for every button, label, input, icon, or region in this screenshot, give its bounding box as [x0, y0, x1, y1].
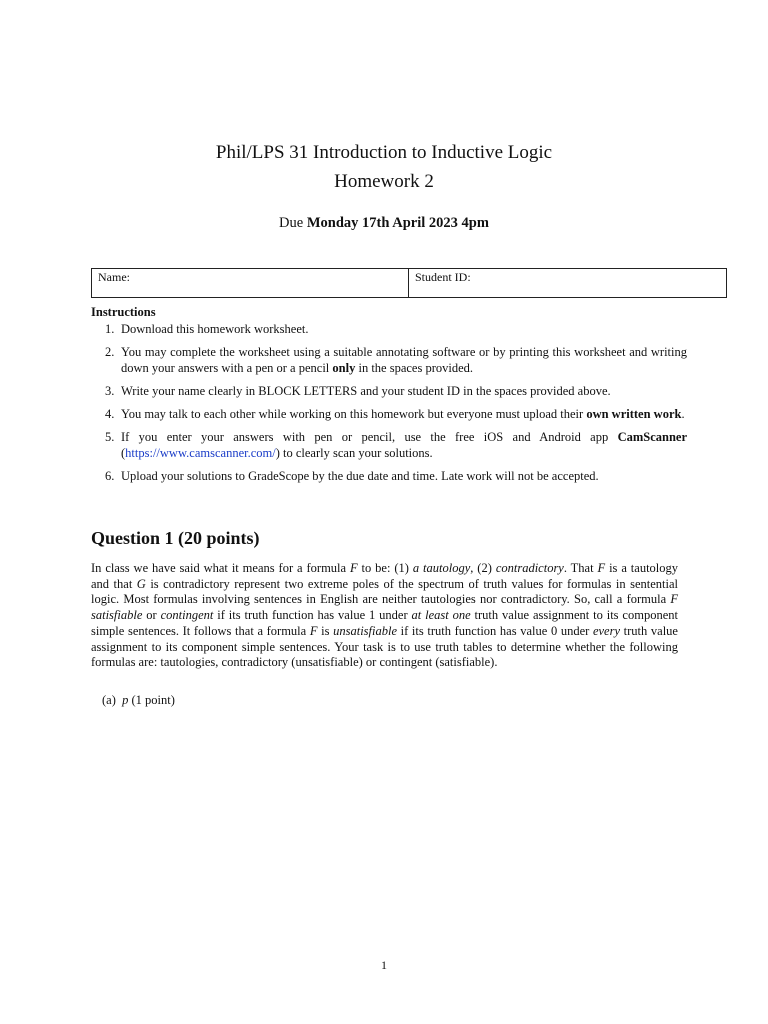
instructions-list [91, 321, 687, 491]
name-id-box [91, 268, 727, 298]
q-text: truth value assignment to its component simple sentences. It follows that a formula [91, 608, 678, 638]
q-term: at least one [411, 608, 471, 623]
list-text: If you enter your answers with pen or pencil, use the free iOS and Android app [121, 430, 609, 444]
list-item: 5. If you enter your answers with pen or pencil, use the free iOS and Android app CamScanner (https://www.camscanner.com/) to clearly scan your solutions. [105, 430, 688, 460]
question-1-body [91, 561, 678, 671]
q-term: a tautology [412, 561, 471, 575]
q-text: if its truth function has value 1 under [213, 608, 412, 623]
q-term: contingent [160, 608, 214, 623]
list-item [91, 468, 687, 484]
q-math: F [349, 561, 358, 575]
q-term: contradictory [495, 561, 564, 575]
emphasis: only [332, 361, 356, 375]
list-text: You may complete the worksheet using a suitable annotating software or by printing this worksheet and writing down your answers with a pen or a pencil [121, 345, 687, 375]
camscanner-name: CamScanner [617, 430, 688, 444]
list-text: Write your name clearly in BLOCK LETTERS and your student ID in the spaces provided above. [121, 384, 611, 398]
list-text: . [681, 407, 685, 421]
due-date-line [0, 215, 768, 232]
q-text: to be: (1) [357, 561, 413, 575]
part-formula: p [122, 693, 129, 707]
course-title: Phil/LPS 31 Introduction to Inductive Logic [215, 142, 553, 163]
student-id-field[interactable] [409, 269, 726, 297]
q-text: or [142, 608, 161, 623]
q-text: if its truth function has value 0 under [397, 623, 593, 638]
q-text: is contradictory represent two extreme poles of the spectrum of truth values for formulas in sentential logic. Most formulas involving sentences in English are neither tautologies nor contradictory. So, call a formula [91, 576, 679, 607]
q-text: , (2) [470, 561, 496, 575]
due-prefix: Due [279, 215, 304, 231]
student-id-label: Student ID: [415, 270, 471, 284]
homework-title: Homework 2 [334, 171, 434, 192]
q-text: . That [563, 561, 598, 575]
list-item [91, 344, 687, 376]
q-text: is [317, 623, 334, 638]
emphasis: own written work [586, 407, 682, 421]
q-text: truth value assignment to its component simple sentences. Your task is to use truth tables to determine whether the following formulas are: tautologies, contradictory (unsatisfiable) or contingent (satisfiable). [91, 623, 678, 670]
list-text: in the spaces provided. [358, 361, 474, 375]
list-text: Upload your solutions to GradeScope by the due date and time. Late work will not be accepted. [121, 469, 599, 483]
question-1-heading: Question 1 (20 points) [91, 528, 260, 548]
list-number: 2. [105, 345, 115, 359]
list-item [91, 383, 687, 399]
list-item [91, 321, 687, 337]
instructions-heading: Instructions [91, 305, 156, 319]
list-text: Download this homework worksheet. [121, 322, 309, 336]
list-number: 1. [105, 322, 115, 336]
part-label: (a) [102, 693, 116, 707]
page-number: 1 [381, 958, 387, 972]
name-field[interactable] [92, 269, 409, 297]
q-math: F [309, 623, 318, 638]
list-number: 5. [105, 430, 115, 444]
list-text: to clearly scan your solutions. [283, 446, 433, 460]
part-points: (1 point) [131, 693, 175, 707]
q-math: F [597, 561, 606, 575]
camscanner-link[interactable]: https://www.camscanner.com/ [125, 446, 276, 460]
due-date: Monday 17th April 2023 4pm [306, 215, 489, 231]
q-text: is a tautology and that [91, 561, 679, 591]
q-text: In class we have said what it means for a formula [91, 561, 350, 575]
list-item [91, 406, 687, 422]
list-number: 4. [105, 407, 115, 421]
q-term: satisfiable [91, 608, 143, 623]
list-number: 3. [105, 384, 115, 398]
q-term: every [592, 623, 621, 638]
list-number: 6. [105, 469, 115, 483]
name-label: Name: [98, 270, 130, 284]
q-math: F [670, 592, 678, 607]
list-text: You may talk to each other while working on this homework but everyone must upload their [121, 407, 584, 421]
question-1-part-a [102, 693, 175, 708]
q-math: G [136, 576, 146, 591]
q-term: unsatisfiable [333, 623, 398, 638]
